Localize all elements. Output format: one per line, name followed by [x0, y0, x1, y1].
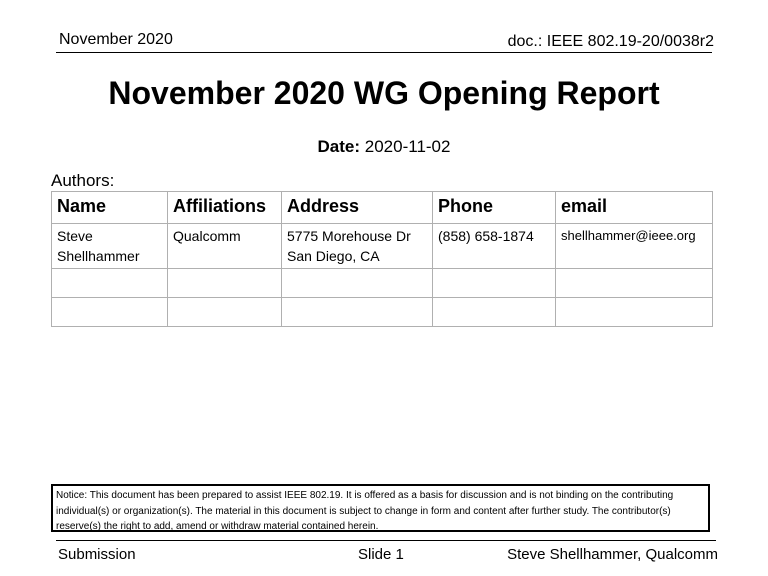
- empty-cell: [556, 298, 713, 327]
- author-email-cell: shellhammer@ieee.org: [556, 224, 713, 269]
- footer-divider: [56, 540, 716, 541]
- author-name-line1: Steve: [57, 228, 93, 244]
- table-row-empty: [52, 269, 713, 298]
- empty-cell: [168, 298, 282, 327]
- slide-title: November 2020 WG Opening Report: [108, 75, 660, 111]
- header-doc-id: doc.: IEEE 802.19-20/0038r2: [507, 33, 714, 50]
- column-header-phone: Phone: [433, 192, 556, 224]
- footer-submission: Submission: [58, 546, 136, 563]
- authors-label: Authors:: [51, 171, 115, 190]
- empty-cell: [433, 269, 556, 298]
- empty-cell: [168, 269, 282, 298]
- date-line: [0, 137, 768, 157]
- author-phone-cell: (858) 658-1874: [433, 224, 556, 269]
- table-row: [52, 224, 713, 269]
- notice-box: Notice: This document has been prepared to assist IEEE 802.19. It is offered as a basis for discussion and is not binding on the contributing individual(s) or organization(s). The material in this document is subject to change in form and content after further study. The contributor(s) reserve(s) the right to add, amend or withdraw material contained herein.: [51, 484, 710, 532]
- author-address-cell: [282, 224, 433, 269]
- empty-cell: [282, 269, 433, 298]
- column-header-affiliations: Affiliations: [168, 192, 282, 224]
- empty-cell: [52, 269, 168, 298]
- author-affiliation-cell: Qualcomm: [168, 224, 282, 269]
- authors-table: [51, 191, 713, 327]
- column-header-address: Address: [282, 192, 433, 224]
- table-row-empty: [52, 298, 713, 327]
- header-divider: [56, 52, 712, 53]
- empty-cell: [556, 269, 713, 298]
- author-address-line1: 5775 Morehouse Dr: [287, 228, 411, 244]
- footer-author: Steve Shellhammer, Qualcomm: [507, 546, 718, 563]
- author-address-line2: San Diego, CA: [287, 248, 380, 264]
- empty-cell: [282, 298, 433, 327]
- footer-slide-number: Slide 1: [358, 546, 404, 563]
- date-value: 2020-11-02: [364, 137, 451, 156]
- column-header-email: email: [556, 192, 713, 224]
- header-date: November 2020: [59, 31, 173, 48]
- column-header-name: Name: [52, 192, 168, 224]
- empty-cell: [433, 298, 556, 327]
- author-name-cell: [52, 224, 168, 269]
- table-header-row: [52, 192, 713, 224]
- empty-cell: [52, 298, 168, 327]
- date-label: Date:: [317, 137, 361, 156]
- author-name-line2: Shellhammer: [57, 248, 140, 264]
